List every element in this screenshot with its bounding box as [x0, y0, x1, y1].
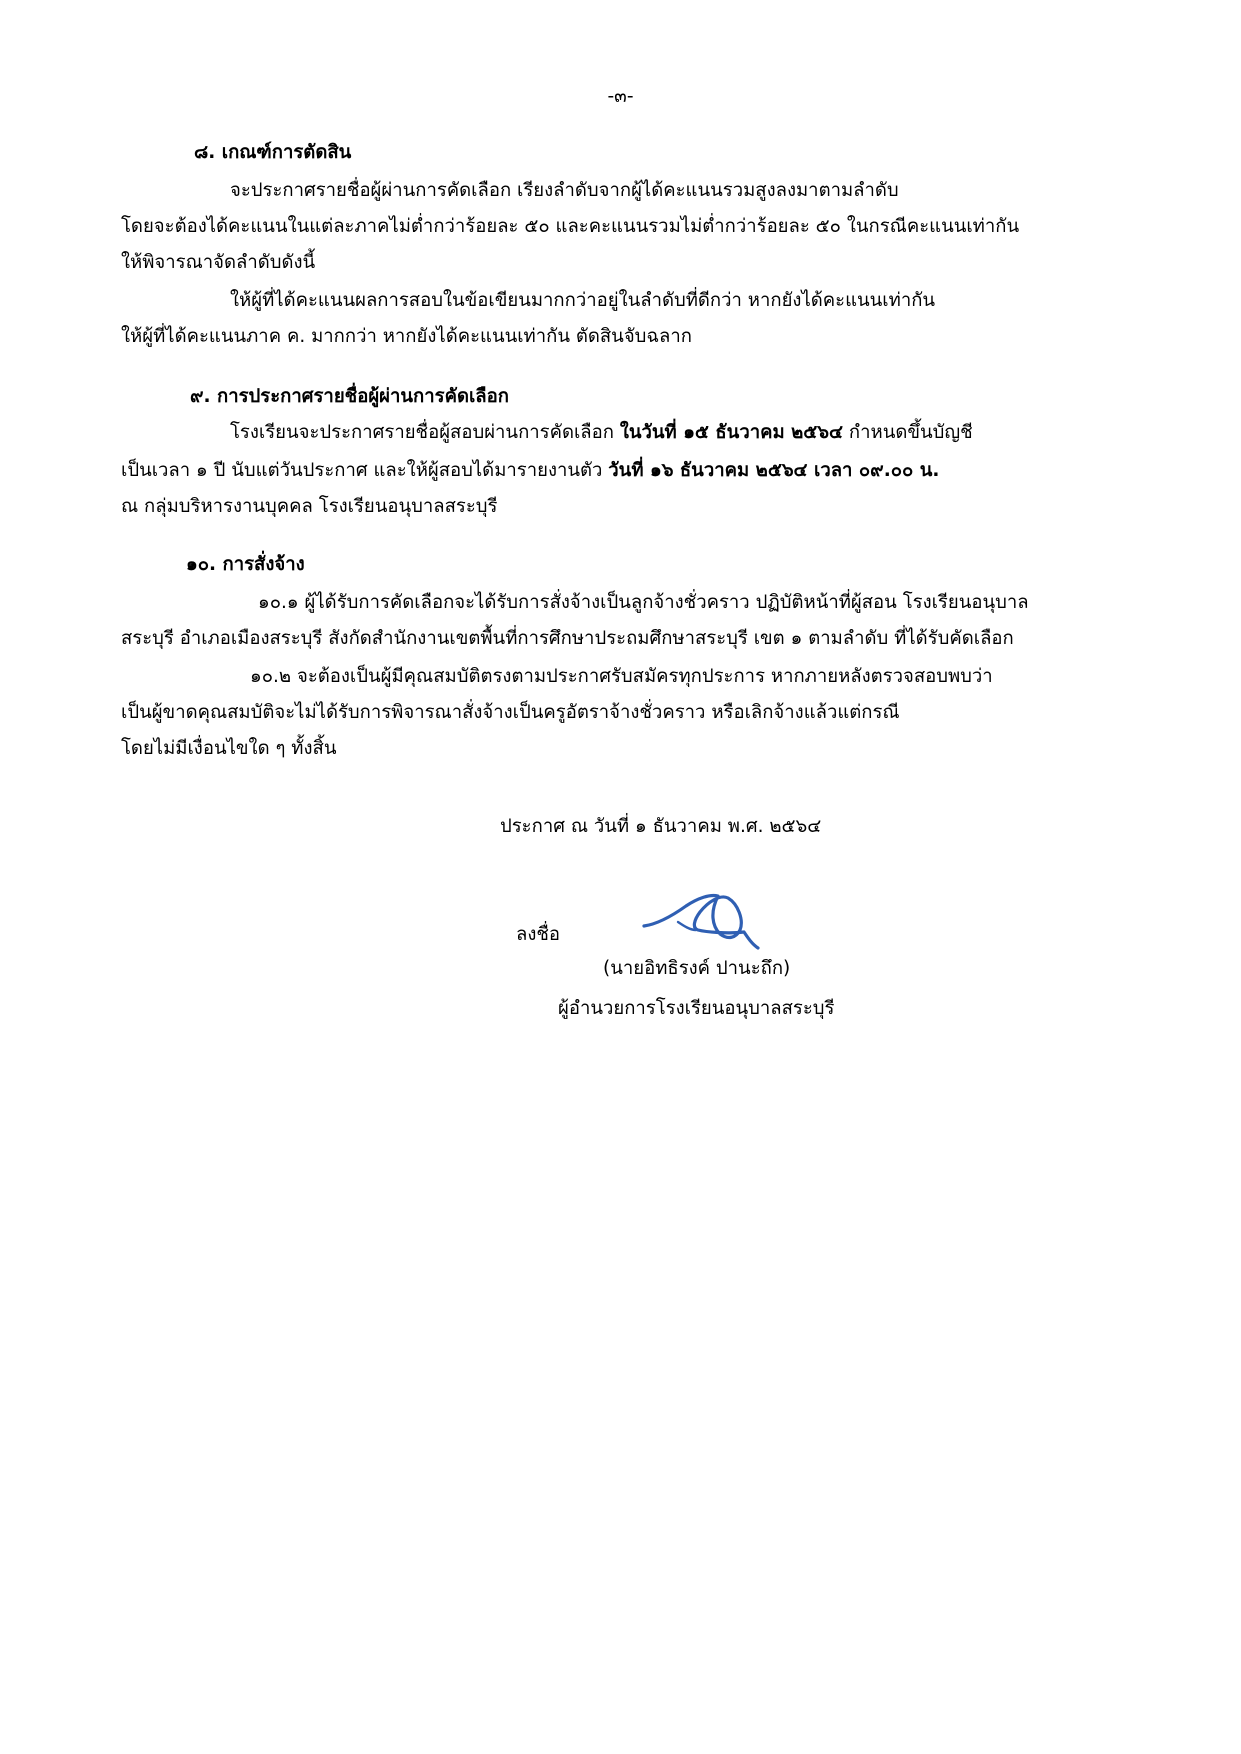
- page-number: -๓-: [607, 86, 634, 107]
- section10-item2-line1: ๑๐.๒ จะต้องเป็นผู้มีคุณสมบัติตรงตามประกาศรับสมัครทุกประการ หากภายหลังตรวจสอบพบว่า: [250, 666, 993, 687]
- section9-heading: ๙. การประกาศรายชื่อผู้ผ่านการคัดเลือก: [190, 386, 509, 407]
- section9-announce-date: ในวันที่ ๑๕ ธันวาคม ๒๕๖๔: [619, 422, 844, 443]
- section8-para2-line1: ให้ผู้ที่ได้คะแนนผลการสอบในข้อเขียนมากกว่าอยู่ในลำดับที่ดีกว่า หากยังได้คะแนนเท่ากัน: [230, 290, 936, 311]
- section9-line1: [230, 420, 973, 446]
- sign-label: ลงชื่อ: [516, 924, 561, 945]
- announce-date: ประกาศ ณ วันที่ ๑ ธันวาคม พ.ศ. ๒๕๖๔: [500, 816, 822, 837]
- section9-report-date: วันที่ ๑๖ ธันวาคม ๒๕๖๔ เวลา ๐๙.๐๐ น.: [608, 460, 940, 481]
- section10-item1-line2: สระบุรี อำเภอเมืองสระบุรี สังกัดสำนักงานเขตพื้นที่การศึกษาประถมศึกษาสระบุรี เขต ๑ ตามลำดับ ที่ได้รับคัดเลือก: [121, 628, 1014, 649]
- section8-para1-line2: โดยจะต้องได้คะแนนในแต่ละภาคไม่ต่ำกว่าร้อยละ ๕๐ และคะแนนรวมไม่ต่ำกว่าร้อยละ ๕๐ ในกรณีคะแนนเท่ากัน: [121, 216, 1020, 237]
- section9-line2: [121, 458, 939, 484]
- signature-image: [638, 882, 772, 950]
- section9-line2-text: เป็นเวลา ๑ ปี นับแต่วันประกาศ และให้ผู้สอบได้มารายงานตัว: [121, 460, 609, 481]
- section10-item1-line1: ๑๐.๑ ผู้ได้รับการคัดเลือกจะได้รับการสั่งจ้างเป็นลูกจ้างชั่วคราว ปฏิบัติหน้าที่ผู้สอน โรงเรียนอนุบาล: [258, 592, 1029, 613]
- section9-line1-text: โรงเรียนจะประกาศรายชื่อผู้สอบผ่านการคัดเลือก: [230, 422, 620, 443]
- section10-item2-line2: เป็นผู้ขาดคุณสมบัติจะไม่ได้รับการพิจารณาสั่งจ้างเป็นครูอัตราจ้างชั่วคราว หรือเลิกจ้างแล้วแต่กรณี: [121, 702, 900, 723]
- section8-para2-line2: ให้ผู้ที่ได้คะแนนภาค ค. มากกว่า หากยังได้คะแนนเท่ากัน ตัดสินจับฉลาก: [121, 326, 692, 347]
- signer-title: ผู้อำนวยการโรงเรียนอนุบาลสระบุรี: [558, 998, 835, 1019]
- section8-para1-line1: จะประกาศรายชื่อผู้ผ่านการคัดเลือก เรียงลำดับจากผู้ได้คะแนนรวมสูงลงมาตามลำดับ: [230, 180, 899, 201]
- section8-heading: ๘. เกณฑ์การตัดสิน: [194, 142, 352, 163]
- section10-item2-line3: โดยไม่มีเงื่อนไขใด ๆ ทั้งสิ้น: [121, 738, 337, 759]
- section8-para1-line3: ให้พิจารณาจัดลำดับดังนี้: [121, 252, 316, 273]
- section10-heading: ๑๐. การสั่งจ้าง: [186, 554, 305, 575]
- section9-line3: ณ กลุ่มบริหารงานบุคคล โรงเรียนอนุบาลสระบุรี: [121, 496, 498, 517]
- signer-name: (นายอิทธิรงค์ ปานะถึก): [603, 958, 791, 979]
- section9-line1-tail: กำหนดขึ้นบัญชี: [843, 422, 973, 443]
